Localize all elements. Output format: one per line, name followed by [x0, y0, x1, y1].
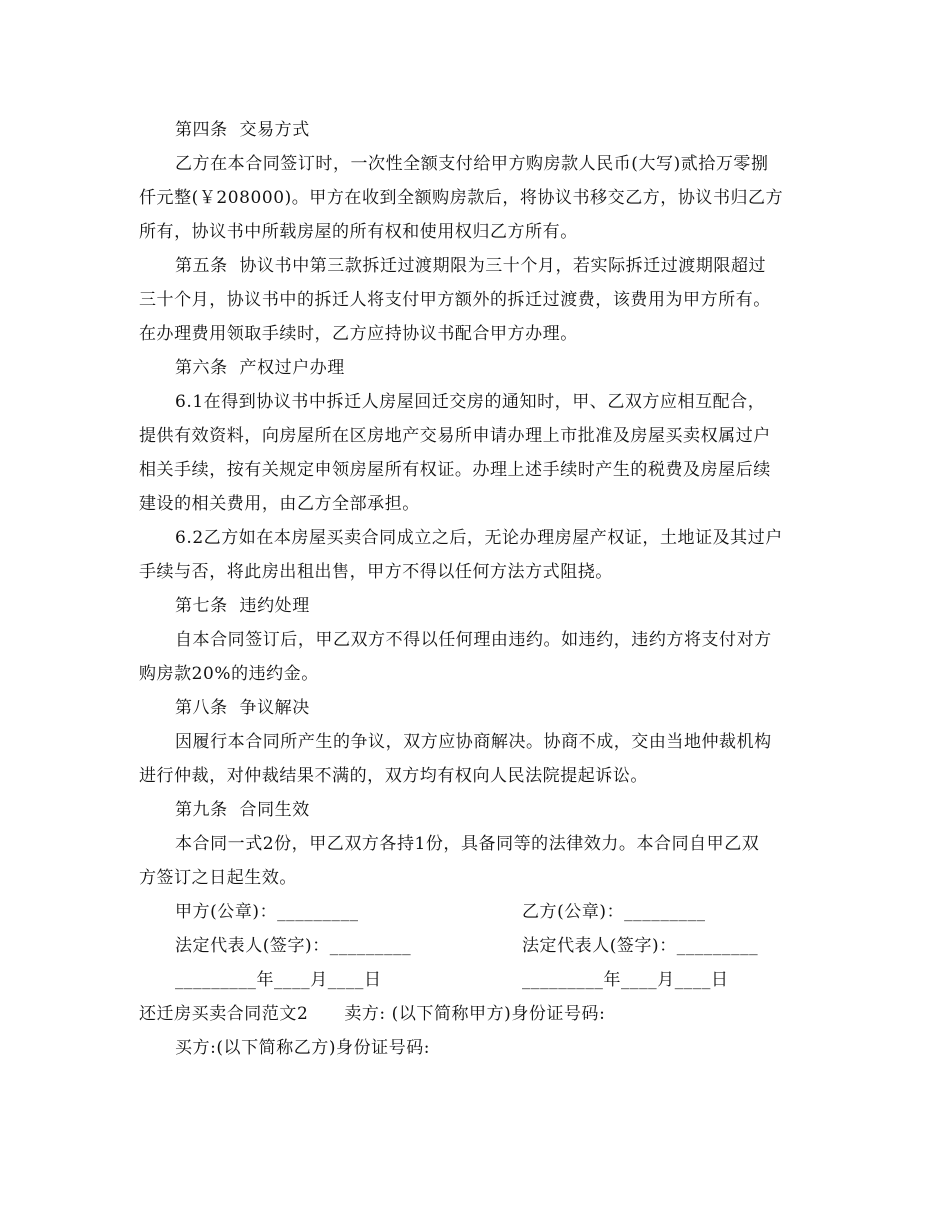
party-b-representative-field[interactable]: 法定代表人(签字)：_________ — [522, 936, 759, 956]
article6-title: 第六条 产权过户办理 — [175, 358, 345, 378]
article6-clause1-line-3: 相关手续，按有关规定申领房屋所有权证。办理上述手续时产生的税费及房屋后续 — [139, 460, 771, 480]
sample2-header-line — [139, 997, 815, 1031]
article6-clause2-line-1: 6.2乙方如在本房屋买卖合同成立之后，无论办理房屋产权证，土地证及其过户 — [175, 528, 783, 548]
article4-line-3: 所有，协议书中所载房屋的所有权和使用权归乙方所有。 — [139, 222, 578, 242]
article8-line-2: 进行仲裁，对仲裁结果不满的，双方均有权向人民法院提起诉讼。 — [139, 766, 648, 786]
article9-line-2: 方签订之日起生效。 — [139, 868, 297, 888]
signature-row-seal — [139, 895, 815, 929]
article7-line-1: 自本合同签订后，甲乙双方不得以任何理由违约。如违约，违约方将支付对方 — [175, 630, 772, 650]
party-a-date-field[interactable]: _________年____月____日 — [175, 970, 382, 990]
article4-line-1: 乙方在本合同签订时，一次性全额支付给甲方购房款人民币(大写)贰拾万零捌 — [175, 154, 769, 174]
article8-title: 第八条 争议解决 — [175, 698, 310, 718]
article6-clause1-line-2: 提供有效资料，向房屋所在区房地产交易所申请办理上市批准及房屋买卖权属过户 — [139, 426, 771, 446]
party-b-date-field[interactable]: _________年____月____日 — [522, 970, 729, 990]
article7-line-2: 购房款20%的违约金。 — [139, 664, 319, 684]
article6-clause2-line-2: 手续与否，将此房出租出售，甲方不得以任何方法方式阻挠。 — [139, 562, 613, 582]
article9-title: 第九条 合同生效 — [175, 800, 310, 820]
article4-title: 第四条 交易方式 — [175, 120, 310, 140]
article6-clause1-line-4: 建设的相关费用，由乙方全部承担。 — [139, 494, 420, 514]
article5-line-3: 在办理费用领取手续时，乙方应持协议书配合甲方办理。 — [139, 324, 578, 344]
article7-title: 第七条 违约处理 — [175, 596, 310, 616]
signature-row-date — [139, 963, 815, 997]
party-a-representative-field[interactable]: 法定代表人(签字)：_________ — [175, 936, 412, 956]
article9-line-1: 本合同一式2份，甲乙双方各持1份，具备同等的法律效力。本合同自甲乙双 — [175, 834, 760, 854]
article5-line-1: 第五条 协议书中第三款拆迁过渡期限为三十个月，若实际拆迁过渡期限超过 — [175, 256, 767, 276]
article4-line-2: 仟元整(￥208000)。甲方在收到全额购房款后，将协议书移交乙方，协议书归乙方 — [139, 188, 784, 208]
article5-line-2: 三十个月，协议书中的拆迁人将支付甲方额外的拆迁过渡费，该费用为甲方所有。 — [139, 290, 771, 310]
contract-document — [139, 113, 815, 1065]
sample2-seller: 卖方: (以下简称甲方)身份证号码: — [344, 1004, 606, 1024]
article8-line-1: 因履行本合同所产生的争议，双方应协商解决。协商不成，交由当地仲裁机构 — [175, 732, 772, 752]
article6-clause1-line-1: 6.1在得到协议书中拆迁人房屋回迁交房的通知时，甲、乙双方应相互配合， — [175, 392, 766, 412]
sample2-buyer: 买方:(以下简称乙方)身份证号码: — [175, 1038, 431, 1058]
party-a-seal-field[interactable]: 甲方(公章)：_________ — [175, 902, 359, 922]
party-b-seal-field[interactable]: 乙方(公章)：_________ — [522, 902, 706, 922]
signature-row-representative — [139, 929, 815, 963]
sample2-title: 还迁房买卖合同范文2 — [139, 1004, 309, 1024]
